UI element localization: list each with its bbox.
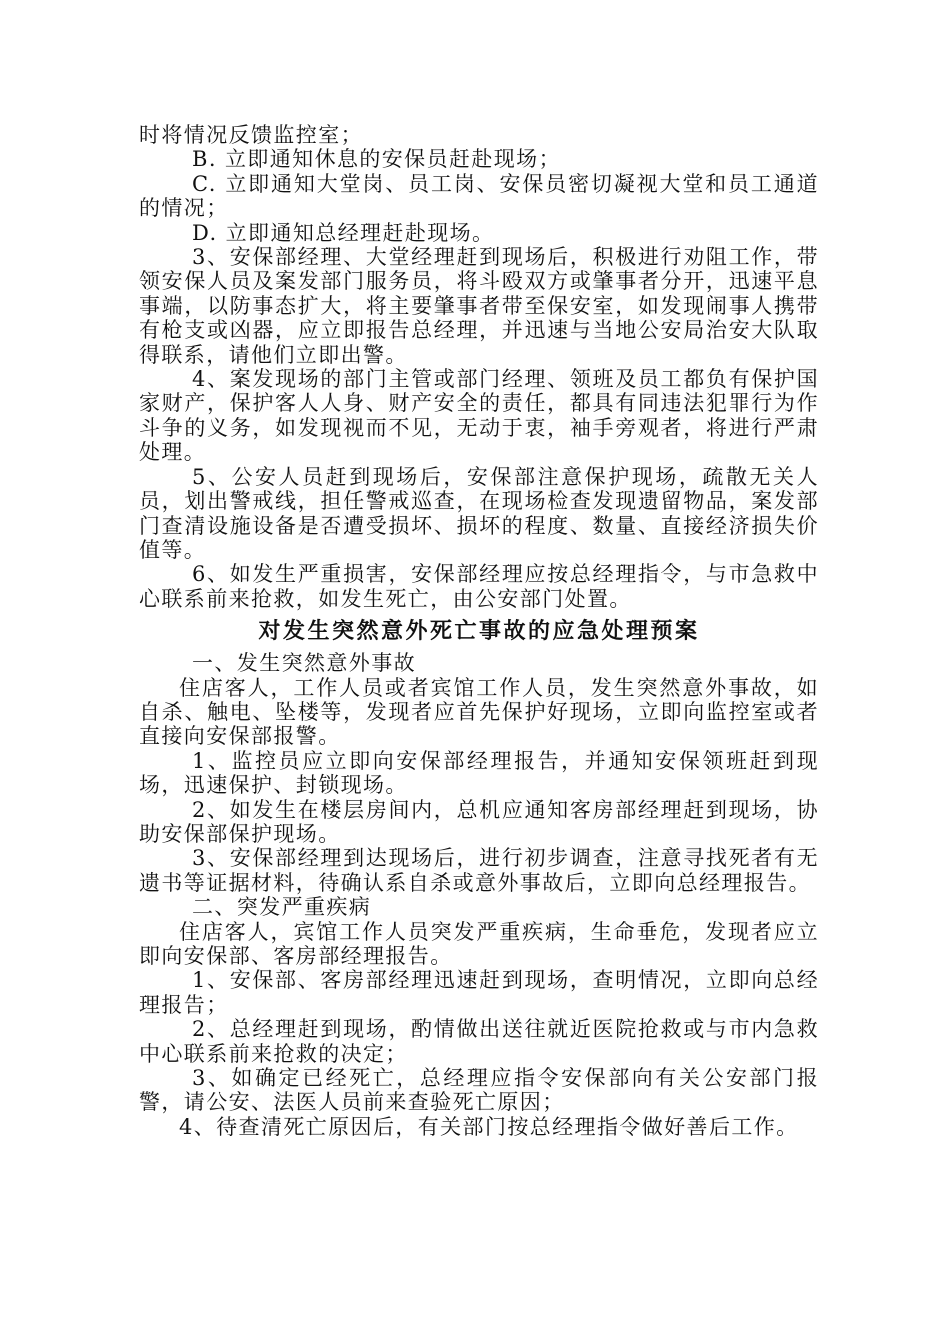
section-title: 对发生突然意外死亡事故的应急处理预案 [258, 619, 700, 645]
paragraph-illness-step-1: 1、安保部、客房部经理迅速赶到现场，查明情况，立即向总经理报告； [139, 968, 819, 1017]
paragraph-illness-step-4: 4、待查清死亡原因后，有关部门按总经理指令做好善后工作。 [179, 1114, 799, 1139]
paragraph-item-c: C. 立即通知大堂岗、员工岗、安保员密切凝视大堂和员工通道的情况； [139, 171, 819, 221]
section-heading-2: 二、突发严重疾病 [192, 895, 372, 920]
paragraph-accident-step-2: 2、如发生在楼层房间内，总机应通知客房部经理赶到现场，协助安保部保护现场。 [139, 797, 819, 846]
paragraph-item-b: B. 立即通知休息的安保员赶赴现场； [192, 147, 561, 172]
paragraph-item-d: D. 立即通知总经理赶赴现场。 [192, 220, 495, 245]
document-body [139, 123, 819, 1139]
paragraph-step-5: 5、公安人员赶到现场后，安保部注意保护现场，疏散无关人员，划出警戒线，担任警戒巡查，在现场检查发现遗留物品，案发部门查清设施设备是否遭受损坏、损坏的程度、数量、直接经济损失价值等。 [139, 464, 819, 562]
paragraph-step-4: 4、案发现场的部门主管或部门经理、领班及员工都负有保护国家财产，保护客人人身、财产安全的责任，都具有同违法犯罪行为作斗争的义务，如发现视而不见，无动于衷，袖手旁观者，将进行严肃处理。 [139, 367, 819, 465]
paragraph-step-3: 3、安保部经理、大堂经理赶到现场后，积极进行劝阻工作，带领安保人员及案发部门服务员，将斗殴双方或肇事者分开，迅速平息事端，以防事态扩大，将主要肇事者带至保安室，如发现闹事人携带有枪支或凶器，应立即报告总经理，并迅速与当地公安局治安大队取得联系，请他们立即出警。 [139, 245, 819, 367]
paragraph-accident-step-3: 3、安保部经理到达现场后，进行初步调查，注意寻找死者有无遗书等证据材料，待确认系自杀或意外事故后，立即向总经理报告。 [139, 846, 819, 895]
paragraph-illness-step-2: 2、总经理赶到现场，酌情做出送往就近医院抢救或与市内急救中心联系前来抢救的决定； [139, 1017, 819, 1066]
paragraph-continuation: 时将情况反馈监控室； [139, 123, 363, 147]
paragraph-accident-intro: 住店客人，工作人员或者宾馆工作人员，发生突然意外事故，如自杀、触电、坠楼等，发现者应首先保护好现场，立即向监控室或者直接向安保部报警。 [139, 675, 819, 749]
paragraph-illness-intro: 住店客人，宾馆工作人员突发严重疾病，生命垂危，发现者应立即向安保部、客房部经理报告。 [139, 919, 819, 968]
paragraph-illness-step-3: 3、如确定已经死亡，总经理应指令安保部向有关公安部门报警，请公安、法医人员前来查验死亡原因； [139, 1066, 819, 1115]
section-heading-1: 一、发生突然意外事故 [192, 651, 416, 676]
paragraph-accident-step-1: 1、监控员应立即向安保部经理报告，并通知安保领班赶到现场，迅速保护、封锁现场。 [139, 748, 819, 798]
paragraph-step-6: 6、如发生严重损害，安保部经理应按总经理指令，与市急救中心联系前来抢救，如发生死亡，由公安部门处置。 [139, 562, 819, 611]
